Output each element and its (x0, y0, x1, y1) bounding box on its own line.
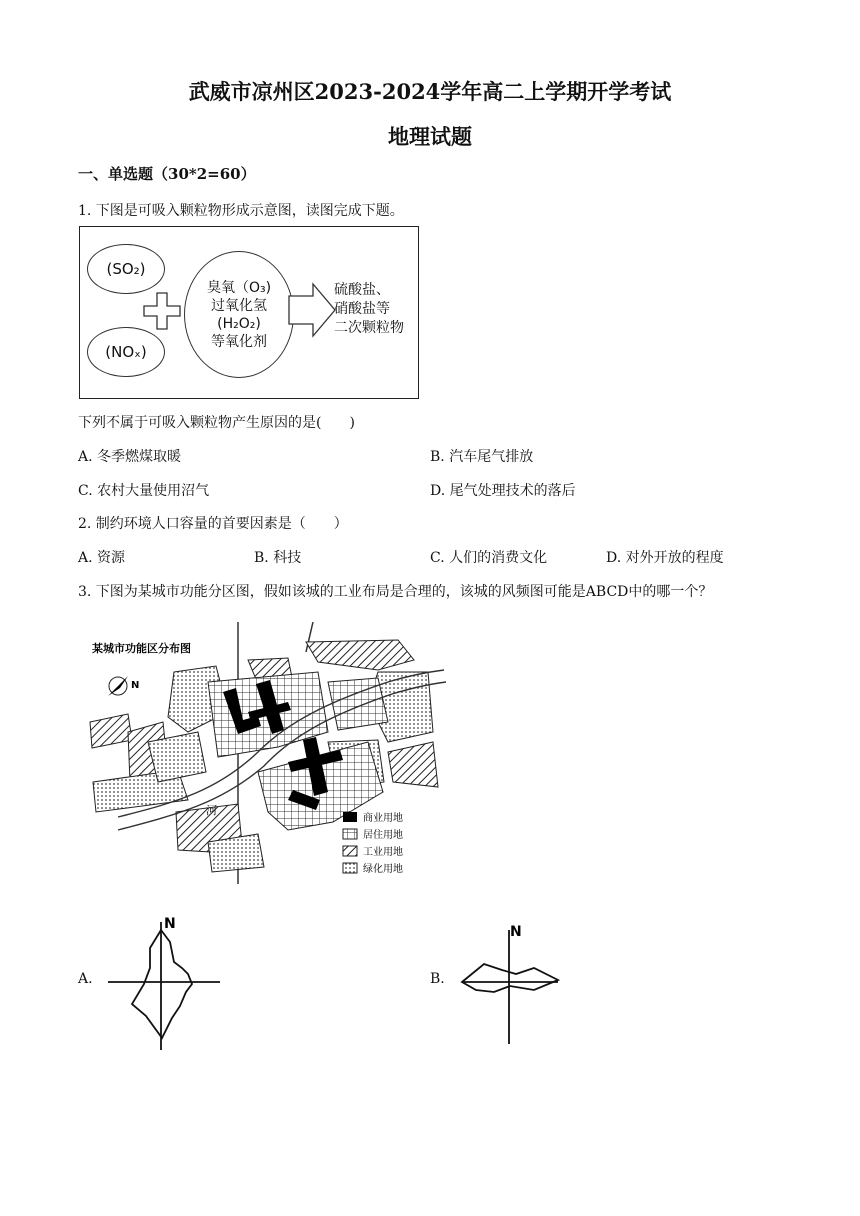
industrial-area (388, 742, 438, 787)
industrial-area (306, 640, 414, 670)
legend-industrial-swatch (343, 846, 357, 856)
legend-industrial-label: 工业用地 (363, 847, 403, 858)
exam-title: 武威市凉州区2023-2024学年高二上学期开学考试 (188, 79, 672, 104)
product-line: 硝酸盐等 (334, 301, 390, 317)
legend-residential-label: 居住用地 (363, 830, 403, 841)
legend-residential-swatch (343, 829, 357, 839)
residential-area (328, 678, 388, 730)
exam-subtitle: 地理试题 (388, 124, 472, 149)
legend-green-label: 绿化用地 (363, 864, 403, 875)
oxidant-circle (184, 251, 294, 378)
river-label: 河 (206, 804, 217, 817)
map-north-label: N (131, 680, 140, 691)
wind-rose-b-label[interactable]: B. (430, 971, 445, 987)
north-arrow-icon (108, 676, 139, 696)
nox-ellipse: (NOₓ) (87, 327, 165, 377)
q1-option-a[interactable]: A. 冬季燃煤取暖 (78, 449, 182, 465)
product-line: 硫酸盐、 (334, 282, 390, 298)
oxidant-line: (H₂O₂) (217, 315, 261, 332)
right-arrow-icon (287, 282, 337, 338)
wind-rose-b (458, 920, 562, 1044)
plus-icon (142, 291, 182, 331)
q2-stem: 2. 制约环境人口容量的首要因素是（ ） (78, 516, 348, 532)
q1-question: 下列不属于可吸入颗粒物产生原因的是( ) (78, 415, 355, 431)
section-heading: 一、单选题（30*2=60） (78, 165, 256, 183)
oxidant-line: 等氧化剂 (211, 333, 267, 350)
product-line: 二次颗粒物 (334, 320, 404, 336)
q1-stem: 1. 下图是可吸入颗粒物形成示意图，读图完成下题。 (78, 203, 404, 219)
city-function-map (88, 622, 450, 887)
product-text (334, 281, 404, 338)
wind-rose-b-north: N (510, 924, 522, 940)
oxidant-line: 过氧化氢 (211, 297, 267, 314)
wind-rose-a (108, 912, 220, 1052)
so2-ellipse: (SO₂) (87, 244, 165, 294)
q2-option-c[interactable]: C. 人们的消费文化 (430, 550, 548, 566)
q2-option-a[interactable]: A. 资源 (78, 550, 126, 566)
legend-commercial-swatch (343, 812, 357, 822)
industrial-area (90, 714, 132, 748)
q2-option-d[interactable]: D. 对外开放的程度 (606, 550, 724, 566)
wind-rose-a-label[interactable]: A. (78, 971, 93, 987)
q1-option-b[interactable]: B. 汽车尾气排放 (430, 449, 534, 465)
q2-option-b[interactable]: B. 科技 (254, 550, 302, 566)
oxidant-line: 臭氧（O₃) (206, 279, 272, 296)
legend-commercial-label: 商业用地 (363, 813, 403, 824)
q1-option-d[interactable]: D. 尾气处理技术的落后 (430, 483, 576, 499)
q1-option-c[interactable]: C. 农村大量使用沼气 (78, 483, 210, 499)
q3-stem: 3. 下图为某城市功能分区图，假如该城的工业布局是合理的，该城的风频图可能是ABCD中的哪一个？ (78, 584, 713, 600)
legend-green-swatch (343, 863, 357, 873)
wind-rose-a-north: N (164, 916, 176, 932)
particulate-formation-figure (79, 226, 419, 399)
map-title: 某城市功能区分布图 (92, 642, 191, 655)
